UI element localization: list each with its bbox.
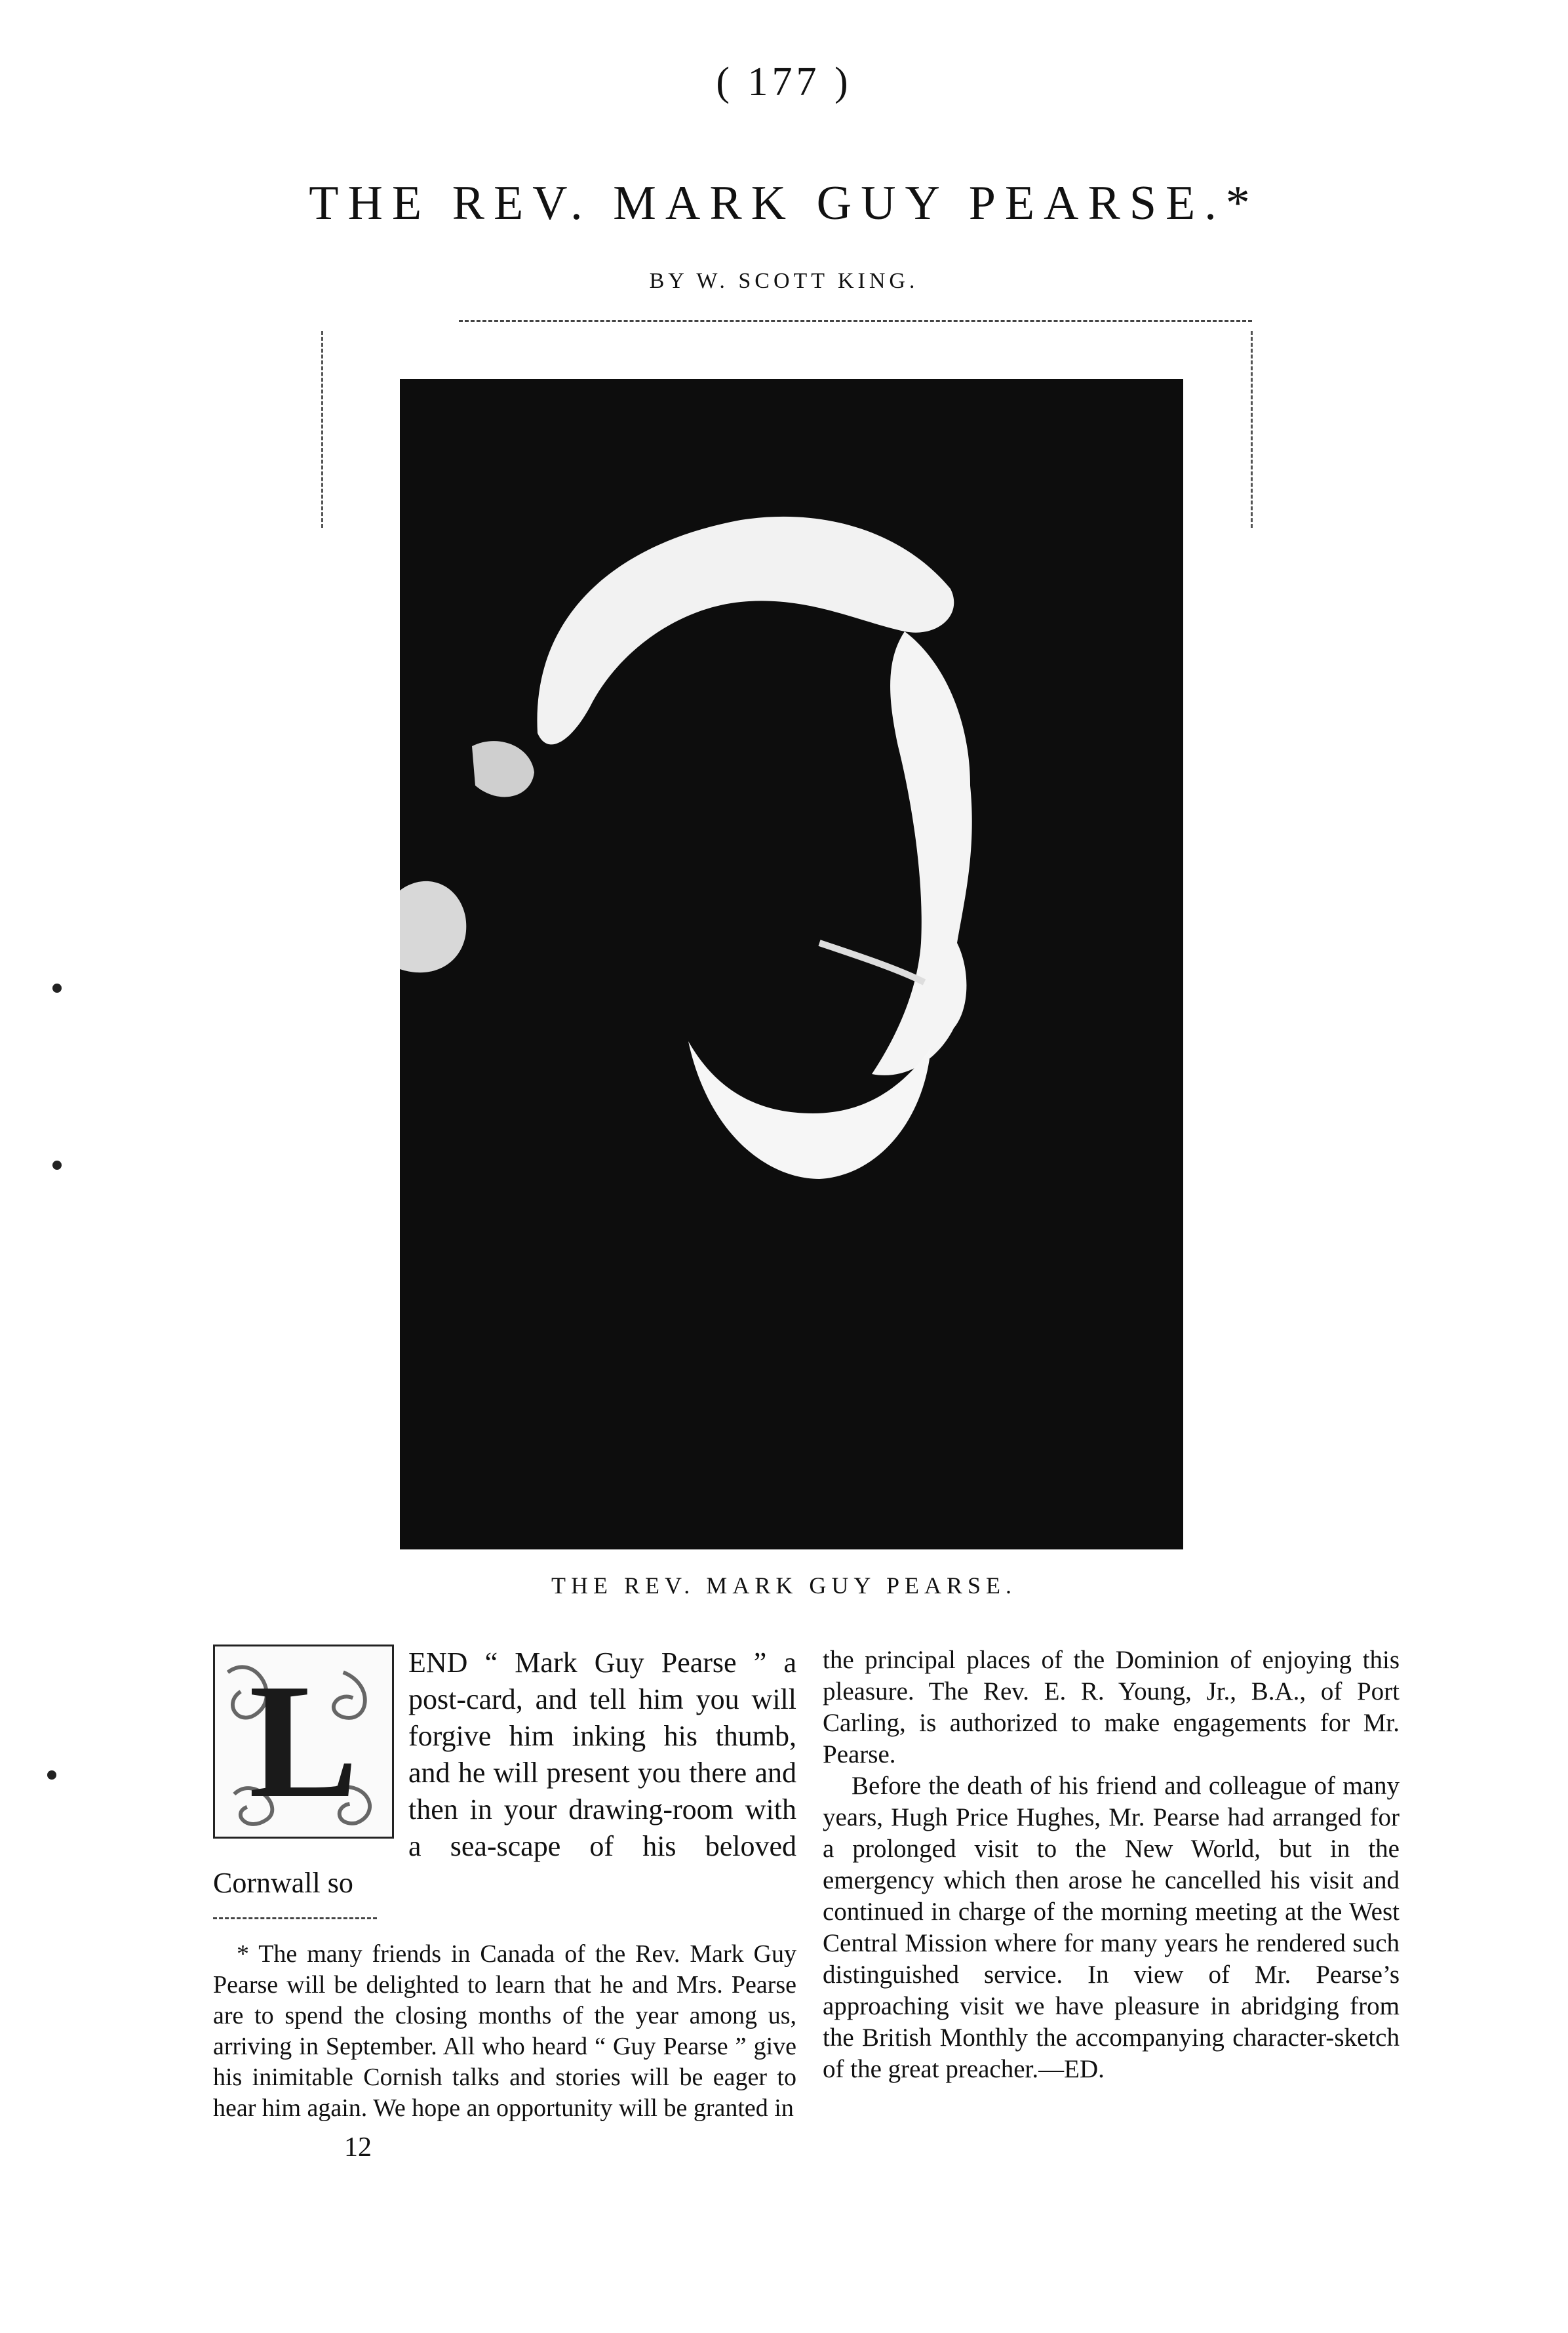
right-column — [823, 1645, 1400, 2085]
article-title: THE REV. MARK GUY PEARSE.* — [309, 176, 1259, 230]
lead-paragraph: END “ Mark Guy Pearse ” a post-card, and tell him you will forgive him inking his thumb, and he will present you there and then in your drawing-room with a sea-scape of his beloved Cornwall so — [213, 1646, 796, 1899]
drop-cap-initial — [213, 1645, 394, 1839]
paragraph: the principal places of the Dominion of enjoying this pleasure. The Rev. E. R. Young, Jr., B.A., of Port Carling, is authorized to make engagements for Mr. Pearse. — [823, 1646, 1400, 1768]
footnote: * The many friends in Canada of the Rev. Mark Guy Pearse will be delighted to learn that he and Mrs. Pearse are to spend the closing months of the year among us, arriving in September. All who heard “ Guy Pearse ” give his inimitable Cornish talks and stories will be eager to hear him again. We hope an opportunity will be granted in — [213, 1940, 796, 2122]
margin-speck — [52, 1161, 62, 1170]
margin-speck — [52, 984, 62, 993]
byline: BY W. SCOTT KING. — [649, 269, 919, 293]
left-column — [213, 1645, 796, 2163]
drop-cap-letter: L — [248, 1650, 359, 1832]
portrait-image — [400, 379, 1183, 1549]
portrait-photo — [400, 379, 1183, 1549]
photo-caption: THE REV. MARK GUY PEARSE. — [551, 1572, 1017, 1599]
signature-mark: 12 — [344, 2132, 372, 2163]
paragraph: Before the death of his friend and colleague of many years, Hugh Price Hughes, Mr. Pearse had arranged for a prolonged visit to the New World, but in the emergency which then arose he cancelled his visit and continued in charge of the morning meeting at the West Central Mission where for many years he rendered such distinguished service. In view of Mr. Pearse’s approaching visit we have pleasure in abridging from the British Monthly the accompanying character-sketch of the great preacher.—ED. — [823, 1772, 1400, 2083]
margin-speck — [47, 1770, 56, 1780]
decorative-rule — [1251, 331, 1253, 528]
page-number: ( 177 ) — [716, 60, 852, 104]
decorative-rule — [459, 320, 1252, 322]
footnote-divider — [213, 1917, 377, 1919]
decorative-rule — [321, 331, 323, 528]
